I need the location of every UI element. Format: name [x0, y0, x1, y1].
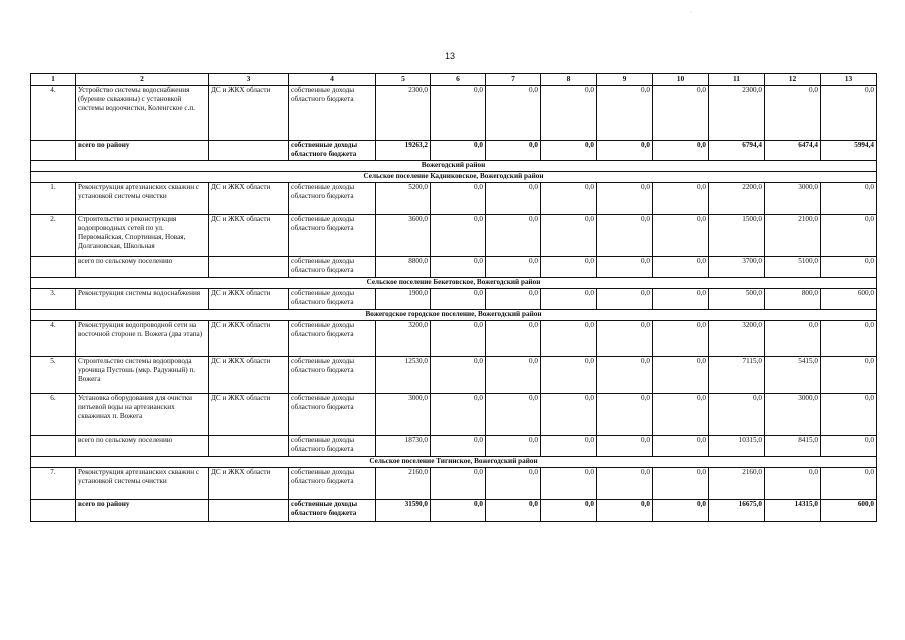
- row-value-cell: 3700,0: [709, 257, 765, 278]
- row-number-cell: 6.: [31, 394, 76, 436]
- row-value-cell: 14315,0: [765, 500, 821, 522]
- row-value-cell: 0,0: [653, 86, 709, 141]
- row-value-cell: 12530,0: [376, 357, 431, 394]
- row-number-cell: 7.: [31, 468, 76, 500]
- row-value-cell: 16675,0: [709, 500, 765, 522]
- row-name-cell: Реконструкция водопроводной сети на восточной стороне п. Вожега (два этапа): [76, 321, 209, 357]
- row-value-cell: 0,0: [541, 357, 597, 394]
- row-value-cell: 0,0: [709, 394, 765, 436]
- row-customer-cell: ДС и ЖКХ области: [209, 357, 289, 394]
- row-number-cell: 4.: [31, 86, 76, 141]
- row-name-cell: всего по району: [76, 141, 209, 161]
- row-number-cell: [31, 257, 76, 278]
- row-value-cell: 0,0: [486, 468, 541, 500]
- row-name-cell: Реконструкция системы водоснабжения: [76, 289, 209, 310]
- row-value-cell: 5415,0: [765, 357, 821, 394]
- row-source-cell: собственные доходы областного бюджета: [289, 394, 376, 436]
- table-row: [31, 215, 877, 257]
- column-header: 4: [289, 74, 376, 86]
- row-value-cell: 6474,4: [765, 141, 821, 161]
- row-number-cell: [31, 436, 76, 457]
- row-number-cell: 2.: [31, 215, 76, 257]
- row-value-cell: 0,0: [431, 215, 486, 257]
- row-source-cell: собственные доходы областного бюджета: [289, 86, 376, 141]
- row-value-cell: 0,0: [541, 394, 597, 436]
- row-value-cell: 0,0: [597, 394, 653, 436]
- row-value-cell: 0,0: [431, 183, 486, 215]
- row-customer-cell: ДС и ЖКХ области: [209, 394, 289, 436]
- section-title: Вожегодское городское поселение, Вожегодский район: [31, 310, 877, 321]
- row-value-cell: 0,0: [541, 289, 597, 310]
- row-number-cell: [31, 141, 76, 161]
- corner-mark: ·: [690, 10, 692, 16]
- row-value-cell: 0,0: [431, 141, 486, 161]
- table-row: [31, 394, 877, 436]
- row-value-cell: 0,0: [653, 289, 709, 310]
- row-source-cell: собственные доходы областного бюджета: [289, 357, 376, 394]
- row-name-cell: Установка оборудования для очистки питьевой воды на артезианских скважинах п. Вожега: [76, 394, 209, 436]
- row-value-cell: 2200,0: [709, 183, 765, 215]
- row-value-cell: 0,0: [653, 436, 709, 457]
- row-value-cell: 31590,0: [376, 500, 431, 522]
- row-customer-cell: ДС и ЖКХ области: [209, 183, 289, 215]
- section-title-row: [31, 278, 877, 289]
- row-value-cell: 0,0: [431, 357, 486, 394]
- section-title: Сельское поселение Тигинское, Вожегодский район: [31, 457, 877, 468]
- column-header: 2: [76, 74, 209, 86]
- row-value-cell: 0,0: [597, 436, 653, 457]
- row-value-cell: 0,0: [486, 357, 541, 394]
- row-value-cell: 3600,0: [376, 215, 431, 257]
- column-header: 3: [209, 74, 289, 86]
- row-value-cell: 6794,4: [709, 141, 765, 161]
- row-value-cell: 2300,0: [709, 86, 765, 141]
- row-source-cell: собственные доходы областного бюджета: [289, 289, 376, 310]
- row-value-cell: 0,0: [486, 86, 541, 141]
- row-value-cell: 0,0: [597, 357, 653, 394]
- row-value-cell: 0,0: [431, 86, 486, 141]
- table-row: [31, 183, 877, 215]
- header-row: [31, 74, 877, 86]
- row-value-cell: 0,0: [597, 321, 653, 357]
- row-value-cell: 0,0: [597, 215, 653, 257]
- row-value-cell: 8415,0: [765, 436, 821, 457]
- table-row: [31, 321, 877, 357]
- row-value-cell: 5100,0: [765, 257, 821, 278]
- budget-table: [30, 73, 877, 522]
- row-name-cell: всего по району: [76, 500, 209, 522]
- row-number-cell: [31, 500, 76, 522]
- row-value-cell: 2160,0: [376, 468, 431, 500]
- row-value-cell: 800,0: [765, 289, 821, 310]
- row-value-cell: 0,0: [597, 289, 653, 310]
- row-value-cell: 3200,0: [376, 321, 431, 357]
- row-value-cell: 10315,0: [709, 436, 765, 457]
- column-header: 13: [821, 74, 877, 86]
- row-value-cell: 0,0: [597, 257, 653, 278]
- row-value-cell: 5994,4: [821, 141, 877, 161]
- row-value-cell: 0,0: [541, 500, 597, 522]
- row-value-cell: 0,0: [541, 141, 597, 161]
- row-value-cell: 0,0: [541, 215, 597, 257]
- row-value-cell: 3200,0: [709, 321, 765, 357]
- row-value-cell: 0,0: [653, 500, 709, 522]
- row-value-cell: 7115,0: [709, 357, 765, 394]
- column-header: 9: [597, 74, 653, 86]
- row-value-cell: 18730,0: [376, 436, 431, 457]
- row-value-cell: 0,0: [431, 257, 486, 278]
- row-value-cell: 0,0: [821, 321, 877, 357]
- row-value-cell: 0,0: [821, 394, 877, 436]
- row-source-cell: собственные доходы областного бюджета: [289, 183, 376, 215]
- row-value-cell: 3000,0: [765, 183, 821, 215]
- row-source-cell: собственные доходы областного бюджета: [289, 468, 376, 500]
- row-name-cell: Устройство системы водоснабжения (бурение скважины) с установкой системы водоочистки, Коленгское с.п.: [76, 86, 209, 141]
- row-value-cell: 0,0: [821, 257, 877, 278]
- row-number-cell: 3.: [31, 289, 76, 310]
- row-customer-cell: ДС и ЖКХ области: [209, 215, 289, 257]
- row-value-cell: 3000,0: [765, 394, 821, 436]
- row-value-cell: 0,0: [821, 436, 877, 457]
- row-customer-cell: ДС и ЖКХ области: [209, 289, 289, 310]
- row-value-cell: 0,0: [597, 141, 653, 161]
- row-value-cell: 0,0: [653, 394, 709, 436]
- table-row: [31, 141, 877, 161]
- row-value-cell: 0,0: [486, 394, 541, 436]
- row-value-cell: 0,0: [431, 321, 486, 357]
- row-value-cell: 0,0: [541, 86, 597, 141]
- row-value-cell: 0,0: [765, 86, 821, 141]
- row-value-cell: 0,0: [486, 257, 541, 278]
- table-row: [31, 257, 877, 278]
- row-value-cell: 0,0: [597, 86, 653, 141]
- row-value-cell: 0,0: [653, 357, 709, 394]
- page-number: 13: [444, 51, 455, 61]
- row-customer-cell: ДС и ЖКХ области: [209, 321, 289, 357]
- row-value-cell: 0,0: [486, 500, 541, 522]
- row-name-cell: Строительство системы водопровода урочища Пустошь (мкр. Радужный) п. Вожега: [76, 357, 209, 394]
- row-value-cell: 2100,0: [765, 215, 821, 257]
- row-number-cell: 1.: [31, 183, 76, 215]
- table-row: [31, 357, 877, 394]
- row-value-cell: 600,0: [821, 500, 877, 522]
- section-title: Сельское поселение Бекетовское, Вожегодский район: [31, 278, 877, 289]
- column-header: 6: [431, 74, 486, 86]
- row-value-cell: 0,0: [486, 141, 541, 161]
- row-value-cell: 0,0: [653, 257, 709, 278]
- section-title-row: [31, 172, 877, 183]
- row-customer-cell: [209, 436, 289, 457]
- row-value-cell: 0,0: [431, 468, 486, 500]
- row-value-cell: 0,0: [597, 183, 653, 215]
- row-customer-cell: [209, 257, 289, 278]
- row-value-cell: 0,0: [653, 468, 709, 500]
- row-value-cell: 2160,0: [709, 468, 765, 500]
- row-value-cell: 0,0: [541, 436, 597, 457]
- row-value-cell: 0,0: [653, 321, 709, 357]
- column-header: 5: [376, 74, 431, 86]
- row-value-cell: 0,0: [765, 468, 821, 500]
- section-title: Сельское поселение Кадниковское, Вожегодский район: [31, 172, 877, 183]
- column-header: 10: [653, 74, 709, 86]
- row-source-cell: собственные доходы областного бюджета: [289, 141, 376, 161]
- table-row: [31, 86, 877, 141]
- row-value-cell: 0,0: [597, 500, 653, 522]
- row-value-cell: 0,0: [821, 357, 877, 394]
- row-name-cell: всего по сельскому поселению: [76, 257, 209, 278]
- row-value-cell: 0,0: [653, 183, 709, 215]
- row-value-cell: 0,0: [821, 183, 877, 215]
- row-source-cell: собственные доходы областного бюджета: [289, 500, 376, 522]
- row-customer-cell: ДС и ЖКХ области: [209, 468, 289, 500]
- row-value-cell: 0,0: [431, 289, 486, 310]
- section-title-row: [31, 310, 877, 321]
- row-value-cell: 500,0: [709, 289, 765, 310]
- row-name-cell: Строительство и реконструкция водопроводных сетей по ул. Первомайская, Спортивная, Новая, Долгановская, Школьная: [76, 215, 209, 257]
- row-value-cell: 0,0: [821, 86, 877, 141]
- row-value-cell: 0,0: [653, 215, 709, 257]
- row-number-cell: 4.: [31, 321, 76, 357]
- row-value-cell: 0,0: [821, 215, 877, 257]
- row-value-cell: 0,0: [486, 436, 541, 457]
- row-number-cell: 5.: [31, 357, 76, 394]
- row-value-cell: 0,0: [541, 257, 597, 278]
- row-value-cell: 5200,0: [376, 183, 431, 215]
- row-value-cell: 0,0: [486, 215, 541, 257]
- section-title-row: [31, 457, 877, 468]
- row-value-cell: 8800,0: [376, 257, 431, 278]
- row-value-cell: 0,0: [431, 394, 486, 436]
- row-value-cell: 3000,0: [376, 394, 431, 436]
- row-customer-cell: ДС и ЖКХ области: [209, 86, 289, 141]
- row-value-cell: 0,0: [541, 183, 597, 215]
- row-value-cell: 0,0: [431, 436, 486, 457]
- table-row: [31, 500, 877, 522]
- row-source-cell: собственные доходы областного бюджета: [289, 321, 376, 357]
- column-header: 7: [486, 74, 541, 86]
- row-value-cell: 0,0: [486, 183, 541, 215]
- row-value-cell: 0,0: [541, 468, 597, 500]
- row-value-cell: 0,0: [486, 289, 541, 310]
- row-value-cell: 0,0: [431, 500, 486, 522]
- row-value-cell: 0,0: [765, 321, 821, 357]
- column-header: 8: [541, 74, 597, 86]
- district-title-row: [31, 161, 877, 172]
- row-value-cell: 0,0: [653, 141, 709, 161]
- column-header: 12: [765, 74, 821, 86]
- row-customer-cell: [209, 500, 289, 522]
- district-title: Вожегодский район: [31, 161, 877, 172]
- row-name-cell: Реконструкция артезианских скважин с установкой системы очистки: [76, 183, 209, 215]
- row-customer-cell: [209, 141, 289, 161]
- row-source-cell: собственные доходы областного бюджета: [289, 257, 376, 278]
- row-value-cell: 1500,0: [709, 215, 765, 257]
- row-source-cell: собственные доходы областного бюджета: [289, 436, 376, 457]
- row-value-cell: 19263,2: [376, 141, 431, 161]
- row-value-cell: 0,0: [541, 321, 597, 357]
- table-row: [31, 436, 877, 457]
- row-value-cell: 1900,0: [376, 289, 431, 310]
- table-row: [31, 289, 877, 310]
- column-header: 11: [709, 74, 765, 86]
- row-value-cell: 0,0: [486, 321, 541, 357]
- column-header: 1: [31, 74, 76, 86]
- row-value-cell: 0,0: [821, 468, 877, 500]
- row-name-cell: всего по сельскому поселению: [76, 436, 209, 457]
- table-row: [31, 468, 877, 500]
- row-name-cell: Реконструкция артезианских скважин с установкой системы очистки: [76, 468, 209, 500]
- row-value-cell: 600,0: [821, 289, 877, 310]
- row-source-cell: собственные доходы областного бюджета: [289, 215, 376, 257]
- row-value-cell: 0,0: [597, 468, 653, 500]
- row-value-cell: 2300,0: [376, 86, 431, 141]
